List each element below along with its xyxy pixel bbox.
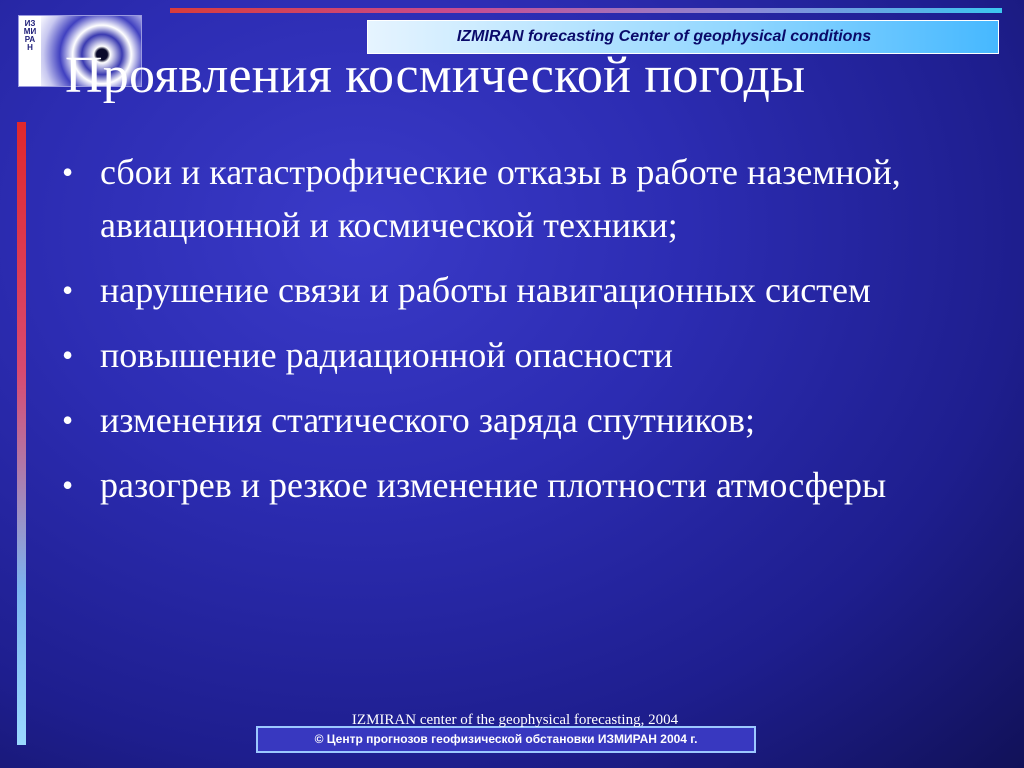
logo-vertical-text: ИЗМИРАН — [23, 19, 37, 52]
left-gradient-rule — [17, 122, 26, 745]
bullet-item — [60, 329, 960, 382]
top-gradient-rule — [170, 8, 1002, 13]
logo-text-strip — [19, 16, 41, 86]
bullet-dot-icon: • — [62, 337, 74, 373]
bullet-item — [60, 394, 960, 447]
bullet-dot-icon: • — [62, 154, 74, 190]
bullet-text: изменения статического заряда спутников; — [100, 400, 755, 440]
bullet-text: нарушение связи и работы навигационных систем — [100, 270, 871, 310]
bullet-dot-icon: • — [62, 467, 74, 503]
bullet-item — [60, 146, 960, 252]
bullet-dot-icon: • — [62, 272, 74, 308]
slide-title: Проявления космической погоды — [65, 47, 806, 104]
bullet-item — [60, 264, 960, 317]
bullet-item — [60, 459, 960, 512]
bullet-dot-icon: • — [62, 402, 74, 438]
header-banner-text: IZMIRAN forecasting Center of geophysical conditions — [456, 28, 872, 45]
bullet-text: повышение радиационной опасности — [100, 335, 673, 375]
footer-copyright-text: © Центр прогнозов геофизической обстановки ИЗМИРАН 2004 г. — [314, 732, 698, 746]
bullet-list — [60, 146, 960, 524]
footer-overlay-caption: IZMIRAN center of the geophysical forecasting, 2004 — [351, 712, 679, 728]
bullet-text: сбои и катастрофические отказы в работе наземной, авиационной и космической техники; — [100, 152, 901, 245]
bullet-text: разогрев и резкое изменение плотности атмосферы — [100, 465, 887, 505]
